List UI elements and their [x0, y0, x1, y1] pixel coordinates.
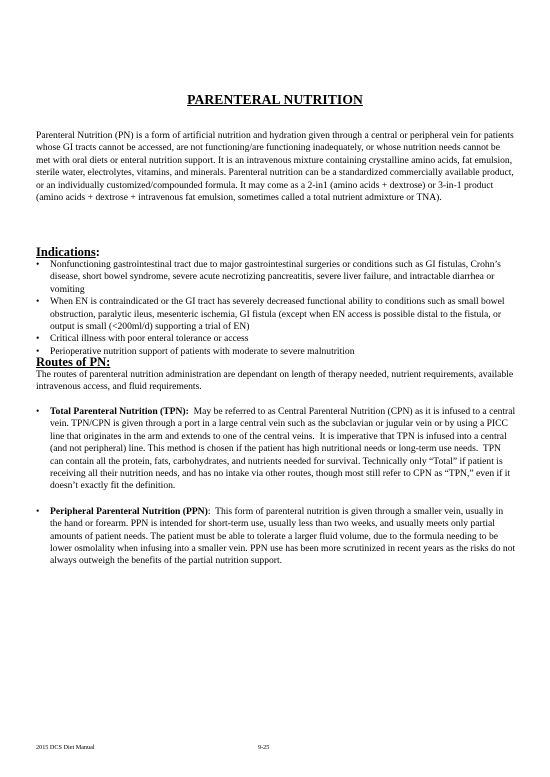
indications-item [36, 259, 516, 296]
routes-item-term: Peripheral Parenteral Nutrition (PPN) [50, 505, 208, 517]
footer-source: 2015 DCS Diet Manual [36, 744, 95, 751]
bullet-icon: • [36, 345, 40, 357]
bullet-icon: • [36, 259, 40, 270]
bullet-icon: • [36, 505, 40, 517]
indications-heading-colon: : [95, 245, 100, 259]
bullet-icon: • [36, 333, 40, 345]
indications-heading [36, 245, 100, 260]
indications-list [36, 259, 516, 358]
indications-item-text: Nonfunctioning gastrointestinal tract due to major gastrointestinal surgeries or conditions such as GI fistulas, Crohn’s disease, short bowel syndrome, severe acute necrotizing pancreatitis, severe liver failure, and intractable diarrhea or vomiting [50, 259, 501, 295]
routes-item-text: May be referred to as Central Parenteral Nutrition (CPN) as it is infused to a central vein. TPN/CPN is given through a port in a large central vein such as the subclavian or jugular vein or by using a PICC line that originates in the arm and extends to one of the central veins. It is imperative that TPN is infused into a central (and not peripheral) line. This method is chosen if the patient has high nutritional needs or long-term use needs. TPN can contain all the protein, fats, carbohydrates, and nutrients needed for survival. Technically only “Total” if patient is receiving all their nutrition needs, and has no intake via other routes, though most still refer to CPN as “TPN,” even if it doesn’t exactly fit the definition. [50, 406, 518, 492]
footer-page-number: 9-25 [258, 744, 270, 751]
page-title: PARENTERAL NUTRITION [187, 92, 363, 107]
indications-item-text: Critical illness with poor enteral tolerance or access [50, 333, 249, 345]
routes-intro-paragraph: The routes of parenteral nutrition administration are dependant on length of therapy needed, nutrient requirements, available intravenous access, and fluid requirements. [36, 369, 514, 393]
indications-heading-text: Indications [36, 245, 96, 259]
indications-item [36, 296, 516, 333]
routes-list [36, 406, 516, 581]
indications-item [36, 333, 516, 345]
routes-item-tpn [36, 406, 516, 493]
bullet-icon: • [36, 296, 40, 308]
routes-item-term: Total Parenteral Nutrition (TPN): [50, 406, 189, 417]
routes-heading: Routes of PN: [36, 355, 111, 369]
indications-item-text: When EN is contraindicated or the GI tract has severely decreased functional ability to conditions such as small bowel obstruction, paralytic ileus, mesenteric ischemia, GI fistula (except when EN access is possible distal to the fistula, or output is small (<200ml/d) supporting a trial of EN) [50, 296, 505, 333]
routes-item-ppn [36, 506, 516, 568]
indications-item-text: Perioperative nutrition support of patients with moderate to severe malnutrition [50, 345, 355, 357]
intro-paragraph: Parenteral Nutrition (PN) is a form of artificial nutrition and hydration given through a central or peripheral vein for patients whose GI tracts cannot be accessed, are not functioning/are functioning inadequately, or whose nutrition needs cannot be met with oral diets or enteral nutrition support. It is an intravenous mixture containing crystalline amino acids, fat emulsion, sterile water, electrolytes, vitamins, and minerals. Parenteral nutrition can be a standardized commercially available product, or an individually customized/compounded formula. It may come as a 2-in1 (amino acids + dextrose) or 3-in-1 product (amino acids + dextrose + intravenous fat emulsion, sometimes called a total nutrient admixture or TNA). [36, 130, 514, 204]
bullet-icon: • [36, 406, 40, 417]
routes-item-text: : This form of parenteral nutrition is given through a smaller vein, usually in the hand or forearm. PPN is intended for short-term use, usually less than two weeks, and usually meets only partial amounts of patient needs. The patient must be able to tolerate a larger fluid volume, due to the formula needing to be lower osmolality when infusing into a smaller vein. PPN use has been more scrutinized in recent years as the risks do not always outweigh the benefits of the partial nutrition support. [50, 505, 518, 567]
